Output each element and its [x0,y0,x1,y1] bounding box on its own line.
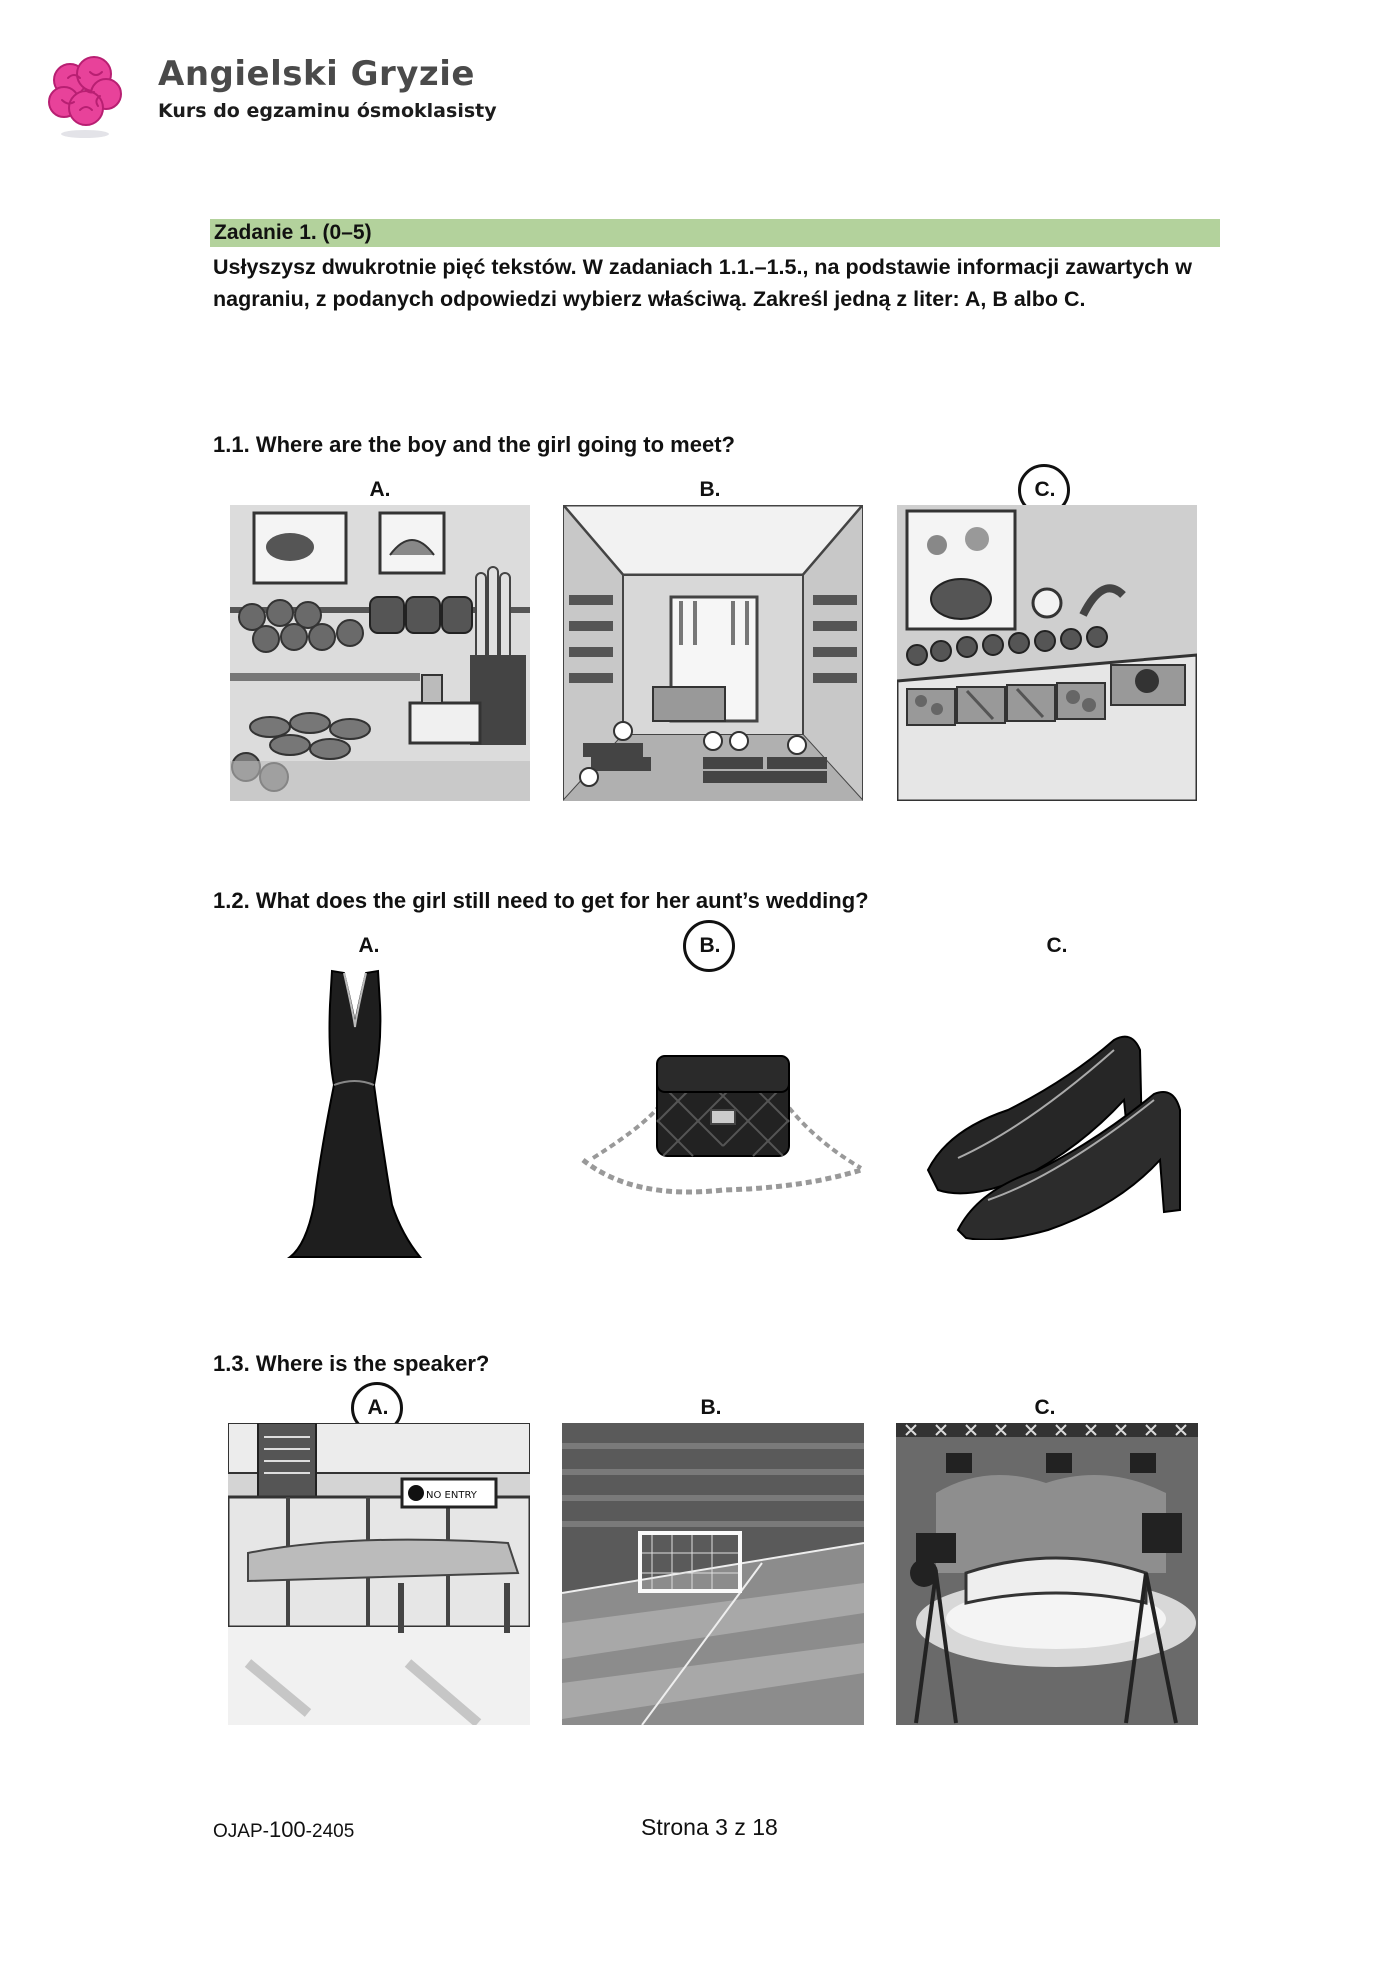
bakery-icon [230,505,530,801]
page-number: Strona 3 z 18 [641,1814,778,1840]
question-number: 1.3. [213,1351,250,1376]
bookshop-icon [563,505,863,801]
task-title-bar [210,219,1220,247]
stadium-icon [562,1423,864,1725]
exam-code-number: 100 [268,1817,306,1842]
option-letter-a-circled[interactable]: A. [348,1396,408,1420]
brain-icon [44,50,126,140]
question-text: Where are the boy and the girl going to meet? [255,432,735,457]
tv-studio-icon [896,1423,1198,1725]
exam-code-suffix: -2405 [305,1821,355,1842]
question-1-1 [213,432,735,458]
option-letter-c[interactable]: C. [1034,1396,1056,1419]
option-letter-a[interactable]: A. [369,478,391,501]
option-letter-a[interactable]: A. [358,934,380,957]
handbag-icon [573,1050,868,1210]
brand-subtitle: Kurs do egzaminu ósmoklasisty [158,100,497,122]
exam-code [213,1817,354,1843]
option-letter-b[interactable]: B. [699,478,721,501]
question-1-2 [213,888,869,914]
question-number: 1.2. [213,888,250,913]
shoes-icon [918,1030,1188,1240]
option-letter-c-circled[interactable]: C. [1015,478,1075,502]
question-1-3 [213,1351,489,1377]
question-text: What does the girl still need to get for her aunt’s wedding? [255,888,869,913]
task-instruction: Usłyszysz dwukrotnie pięć tekstów. W zadaniach 1.1.–1.5., na podstawie informacji zawartych w nagraniu, z podanych odpowiedzi wybierz właściwą. Zakreśl jedną z liter: A, B albo C. [213,255,1192,311]
airport-icon [228,1423,530,1725]
task-title: Zadanie 1. (0–5) [214,221,372,244]
question-number: 1.1. [213,432,250,457]
no-entry-sign-text: NO ENTRY [426,1490,477,1501]
brand-header [44,50,604,140]
brand-title: Angielski Gryzie [158,54,475,94]
dress-icon [270,965,440,1265]
option-letter-b-circled[interactable]: B. [680,934,740,958]
question-text: Where is the speaker? [255,1351,490,1376]
option-letter-b[interactable]: B. [700,1396,722,1419]
exam-code-prefix: OJAP- [213,1821,269,1842]
greengrocer-icon [897,505,1197,801]
option-letter-c[interactable]: C. [1046,934,1068,957]
